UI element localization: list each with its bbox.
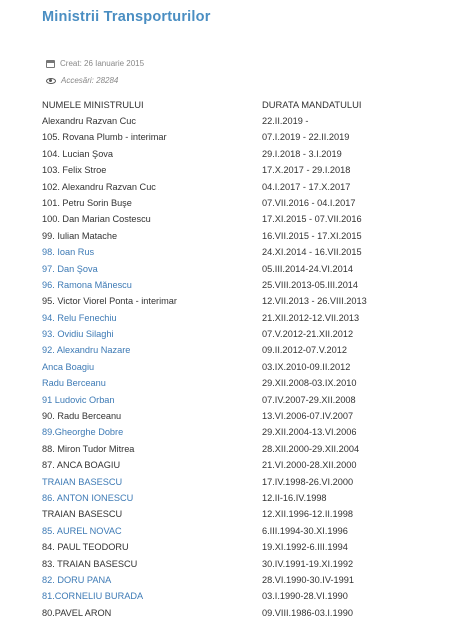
table-row [0, 244, 450, 260]
term-duration: 03.I.1990-28.VI.1990 [262, 591, 348, 602]
table-row [0, 277, 450, 293]
table-row [0, 342, 450, 358]
table-row [0, 326, 450, 342]
table-row [0, 457, 450, 473]
minister-name[interactable]: 93. Ovidiu Silaghi [42, 329, 114, 340]
minister-name[interactable]: TRAIAN BASESCU [42, 476, 123, 487]
minister-name[interactable]: 91 Ludovic Orban [42, 394, 115, 405]
table-row [0, 228, 450, 244]
minister-name: 102. Alexandru Razvan Cuc [42, 181, 156, 192]
minister-name: 80.PAVEL ARON [42, 607, 112, 618]
hits-count [46, 76, 118, 85]
minister-name: Alexandru Razvan Cuc [42, 116, 136, 126]
term-duration: 17.XI.2015 - 07.VII.2016 [262, 214, 362, 225]
table-row [0, 375, 450, 391]
table-row [0, 162, 450, 178]
minister-name[interactable]: 89.Gheorghe Dobre [42, 427, 124, 438]
table-row [0, 359, 450, 375]
minister-name[interactable]: 85. AUREL NOVAC [42, 525, 122, 536]
term-duration: 28.XII.2000-29.XII.2004 [262, 443, 360, 454]
term-duration: 07.IV.2007-29.XII.2008 [262, 394, 356, 405]
term-duration: 07.V.2012-21.XII.2012 [262, 329, 354, 340]
term-duration: 07.VII.2016 - 04.I.2017 [262, 197, 356, 208]
table-row [0, 490, 450, 506]
minister-name: 101. Petru Sorin Buşe [42, 197, 132, 208]
table-row [0, 441, 450, 457]
minister-name[interactable]: 97. Dan Şova [42, 263, 98, 274]
term-duration: 29.XII.2008-03.IX.2010 [262, 378, 357, 389]
header-term: DURATA MANDATULUI [262, 99, 362, 110]
table-row [0, 113, 450, 129]
table-row [0, 424, 450, 440]
created-date [46, 59, 144, 68]
table-row [0, 539, 450, 555]
minister-name[interactable]: 86. ANTON IONESCU [42, 492, 134, 503]
minister-name: 99. Iulian Matache [42, 230, 118, 241]
minister-name: 87. ANCA BOAGIU [42, 460, 121, 471]
term-duration: 03.IX.2010-09.II.2012 [262, 361, 351, 372]
term-duration: 07.I.2019 - 22.II.2019 [262, 132, 350, 143]
term-duration: 17.X.2017 - 29.I.2018 [262, 165, 351, 176]
table-row [0, 211, 450, 227]
term-duration: 04.I.2017 - 17.X.2017 [262, 181, 351, 192]
minister-name: 95. Victor Viorel Ponta - interimar [42, 296, 177, 307]
table-row [0, 588, 450, 604]
minister-name: 104. Lucian Şova [42, 148, 114, 159]
page-title[interactable]: Ministrii Transporturilor [42, 9, 211, 25]
minister-name: TRAIAN BASESCU [42, 509, 123, 520]
term-duration: 21.VI.2000-28.XII.2000 [262, 460, 357, 471]
term-duration: 21.XII.2012-12.VII.2013 [262, 312, 360, 323]
minister-name: 84. PAUL TEODORU [42, 542, 129, 553]
term-duration: 22.II.2019 - [262, 116, 309, 126]
term-duration: 05.III.2014-24.VI.2014 [262, 263, 353, 274]
term-duration: 12.II-16.IV.1998 [262, 492, 327, 503]
calendar-icon [46, 60, 55, 68]
minister-name[interactable]: 94. Relu Fenechiu [42, 312, 117, 323]
table-header [0, 97, 450, 113]
minister-name: 90. Radu Berceanu [42, 411, 122, 422]
term-duration: 19.XI.1992-6.III.1994 [262, 542, 348, 553]
table-row [0, 392, 450, 408]
term-duration: 28.VI.1990-30.IV-1991 [262, 574, 354, 585]
term-duration: 17.IV.1998-26.VI.2000 [262, 476, 354, 487]
term-duration: 24.XI.2014 - 16.VII.2015 [262, 247, 362, 258]
ministers-table [0, 113, 450, 621]
term-duration: 09.II.2012-07.V.2012 [262, 345, 347, 356]
term-duration: 29.XII.2004-13.VI.2006 [262, 427, 357, 438]
term-duration: 16.VII.2015 - 17.XI.2015 [262, 230, 362, 241]
minister-name: 83. TRAIAN BASESCU [42, 558, 138, 569]
minister-name[interactable]: 92. Alexandru Nazare [42, 345, 131, 356]
minister-name: 88. Miron Tudor Mitrea [42, 443, 135, 454]
minister-name[interactable]: Radu Berceanu [42, 378, 106, 389]
eye-icon [46, 78, 56, 84]
minister-name: 105. Rovana Plumb - interimar [42, 132, 167, 143]
table-row [0, 195, 450, 211]
term-duration: 09.VIII.1986-03.I.1990 [262, 607, 353, 618]
table-row [0, 146, 450, 162]
table-row [0, 556, 450, 572]
table-row [0, 261, 450, 277]
term-duration: 6.III.1994-30.XI.1996 [262, 525, 348, 536]
table-row [0, 179, 450, 195]
table-row [0, 605, 450, 621]
table-row [0, 506, 450, 522]
minister-name[interactable]: 82. DORU PANA [42, 574, 112, 585]
hits-count-text: Accesări: 28284 [61, 76, 119, 85]
term-duration: 12.VII.2013 - 26.VIII.2013 [262, 296, 367, 307]
header-minister-name: NUMELE MINISTRULUI [42, 99, 144, 110]
table-row [0, 474, 450, 490]
minister-name: 103. Felix Stroe [42, 165, 107, 176]
table-row [0, 523, 450, 539]
term-duration: 12.XII.1996-12.II.1998 [262, 509, 353, 520]
minister-name[interactable]: Anca Boagiu [42, 361, 95, 372]
minister-name[interactable]: 98. Ioan Rus [42, 247, 95, 258]
table-row [0, 310, 450, 326]
term-duration: 30.IV.1991-19.XI.1992 [262, 558, 354, 569]
term-duration: 25.VIII.2013-05.III.2014 [262, 279, 359, 290]
table-row [0, 572, 450, 588]
minister-name[interactable]: 81.CORNELIU BURADA [42, 591, 144, 602]
table-row [0, 293, 450, 309]
minister-name: 100. Dan Marian Costescu [42, 214, 151, 225]
minister-name[interactable]: 96. Ramona Mănescu [42, 279, 132, 290]
created-date-text: Creat: 26 Ianuarie 2015 [60, 59, 145, 68]
term-duration: 29.I.2018 - 3.I.2019 [262, 148, 342, 159]
table-row [0, 129, 450, 145]
table-row [0, 408, 450, 424]
term-duration: 13.VI.2006-07.IV.2007 [262, 411, 354, 422]
